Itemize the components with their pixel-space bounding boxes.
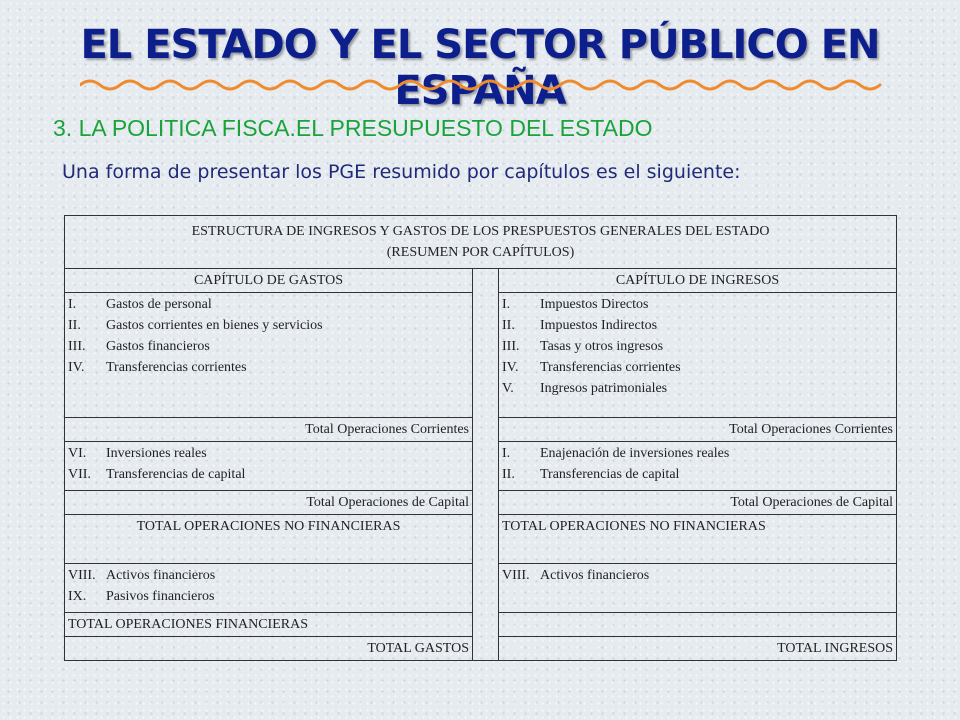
budget-structure-table <box>64 215 897 661</box>
total-financieras-ingresos-empty <box>499 613 897 637</box>
slide-title: EL ESTADO Y EL SECTOR PÚBLICO EN ESPAÑA <box>80 22 880 114</box>
ingresos-financieros-list <box>499 564 897 613</box>
total-capital-gastos: Total Operaciones de Capital <box>65 491 473 515</box>
gastos-capital-list <box>65 442 473 491</box>
column-heading-row <box>65 269 897 293</box>
gastos-heading: CAPÍTULO DE GASTOS <box>65 269 473 293</box>
ingresos-capital-list <box>499 442 897 491</box>
total-gastos: TOTAL GASTOS <box>65 637 473 661</box>
total-corrientes-gastos: Total Operaciones Corrientes <box>65 418 473 442</box>
list-item: IV. Transferencias corrientes <box>502 360 681 375</box>
table-header-cell <box>65 216 897 269</box>
section-subtitle: 3. LA POLITICA FISCA.EL PRESUPUESTO DEL ESTADO <box>53 115 653 141</box>
list-item: IX. Pasivos financieros <box>68 589 215 604</box>
ingresos-corrientes-list <box>499 293 897 418</box>
list-item: IV. Transferencias corrientes <box>68 360 247 375</box>
intro-text: Una forma de presentar los PGE resumido por capítulos es el siguiente: <box>62 161 741 183</box>
total-no-financieras-ingresos: TOTAL OPERACIONES NO FINANCIERAS <box>499 515 897 564</box>
list-item: I. Impuestos Directos <box>502 297 649 312</box>
list-item: VIII. Activos financieros <box>502 568 650 583</box>
list-item: V. Ingresos patrimoniales <box>502 381 668 396</box>
list-item: VIII. Activos financieros <box>68 568 216 583</box>
total-financieras-gastos: TOTAL OPERACIONES FINANCIERAS <box>65 613 473 637</box>
table-header-row <box>65 216 897 269</box>
total-ingresos: TOTAL INGRESOS <box>499 637 897 661</box>
list-item: II. Impuestos Indirectos <box>502 318 658 333</box>
total-corrientes-ingresos: Total Operaciones Corrientes <box>499 418 897 442</box>
list-item: VI. Inversiones reales <box>68 446 207 461</box>
list-item: VII. Transferencias de capital <box>68 467 246 482</box>
list-item: III. Tasas y otros ingresos <box>502 339 664 354</box>
gastos-financieros-list <box>65 564 473 613</box>
total-capital-ingresos: Total Operaciones de Capital <box>499 491 897 515</box>
list-item: III. Gastos financieros <box>68 339 210 354</box>
gastos-corrientes-list <box>65 293 473 418</box>
total-no-financieras-gastos: TOTAL OPERACIONES NO FINANCIERAS <box>65 515 473 564</box>
list-item: I. Gastos de personal <box>68 297 212 312</box>
list-item: II. Transferencias de capital <box>502 467 680 482</box>
decorative-wave-underline <box>80 78 890 92</box>
list-item: I. Enajenación de inversiones reales <box>502 446 730 461</box>
column-separator <box>473 269 499 661</box>
table-header-subtitle: (RESUMEN POR CAPÍTULOS) <box>386 245 575 260</box>
ingresos-heading: CAPÍTULO DE INGRESOS <box>499 269 897 293</box>
list-item: II. Gastos corrientes en bienes y servicios <box>68 318 323 333</box>
table-header-title: ESTRUCTURA DE INGRESOS Y GASTOS DE LOS PRESPUESTOS GENERALES DEL ESTADO <box>191 224 770 239</box>
